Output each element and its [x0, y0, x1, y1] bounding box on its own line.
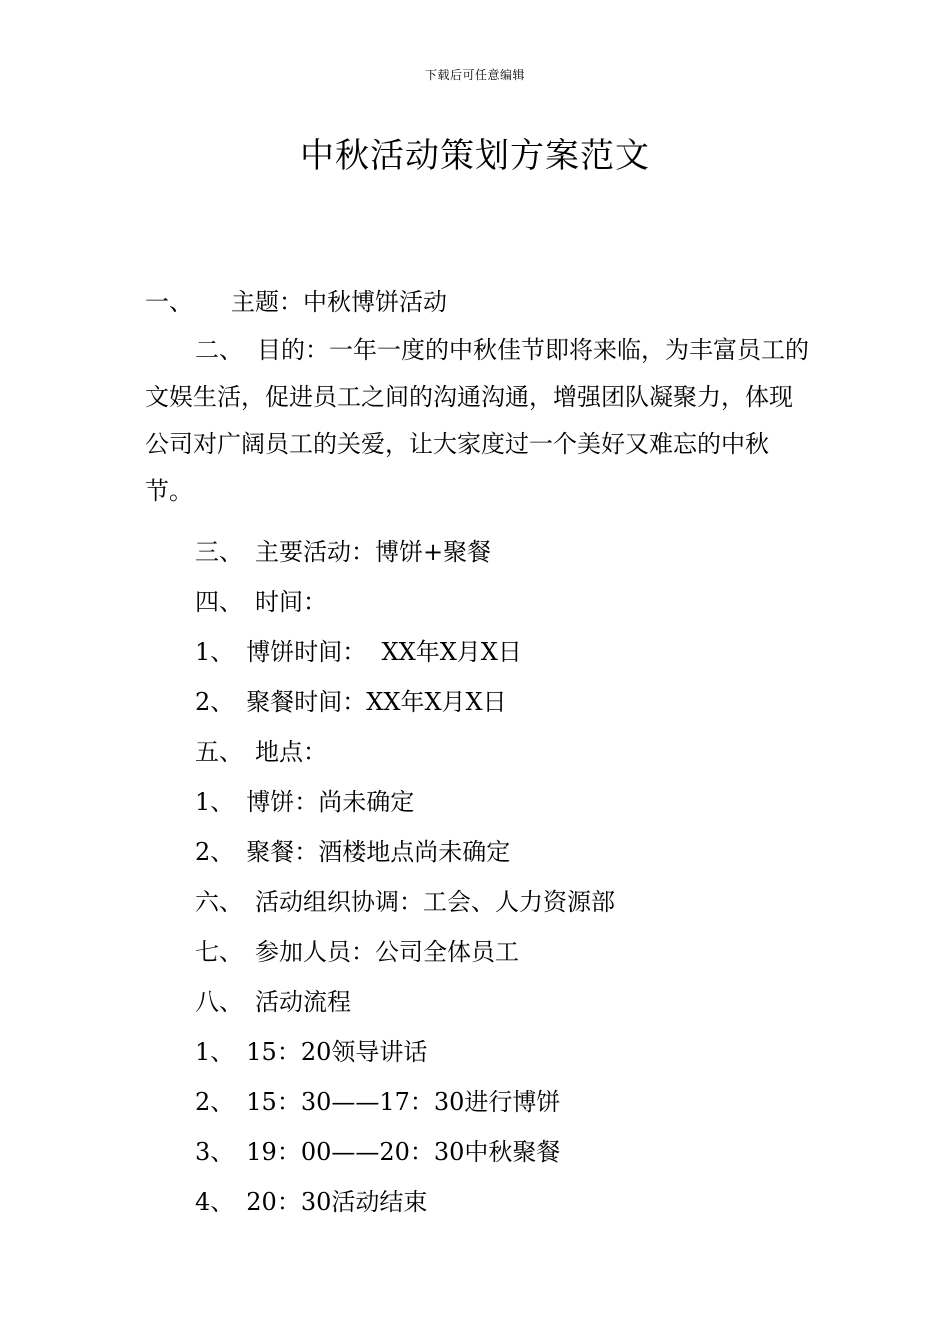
section-text: 目的：一年一度的中秋佳节即将来临，为丰富员工的文娱生活，促进员工之间的沟通沟通，增强团队凝聚力，体现公司对广阔员工的关爱，让大家度过一个美好又难忘的中秋节。	[145, 336, 809, 505]
schedule-item	[145, 1027, 810, 1077]
section-text: 主要活动：博饼+聚餐	[255, 538, 492, 566]
section-theme	[145, 280, 810, 325]
item-text: 15：30——17：30进行博饼	[246, 1088, 561, 1116]
schedule-item	[145, 1127, 810, 1177]
section-number: 一、	[145, 288, 193, 316]
item-number: 1、	[195, 1038, 235, 1066]
section-text: 时间：	[255, 588, 327, 616]
document-body	[145, 280, 810, 1227]
section-location	[145, 727, 810, 777]
document-title: 中秋活动策划方案范文	[300, 136, 650, 176]
item-number: 1、	[195, 788, 235, 816]
section-participants	[145, 927, 810, 977]
section-number: 六、	[195, 888, 243, 916]
section-text: 活动流程	[255, 988, 351, 1016]
item-text: 19：00——20：30中秋聚餐	[246, 1138, 561, 1166]
item-number: 4、	[195, 1188, 235, 1216]
section-organizers	[145, 877, 810, 927]
section-number: 七、	[195, 938, 243, 966]
section-number: 八、	[195, 988, 243, 1016]
location-item-cake-game	[145, 777, 810, 827]
page-header-note: 下载后可任意编辑	[424, 68, 525, 82]
section-text: 主题：中秋博饼活动	[231, 288, 447, 316]
section-number: 二、	[195, 336, 243, 364]
section-number: 五、	[195, 738, 243, 766]
item-text: 聚餐：酒楼地点尚未确定	[246, 838, 511, 866]
item-text: 15：20领导讲话	[246, 1038, 428, 1066]
section-number: 三、	[195, 538, 243, 566]
schedule-item	[145, 1177, 810, 1227]
item-number: 3、	[195, 1138, 235, 1166]
section-main-activities	[145, 527, 810, 577]
time-item-cake-game	[145, 627, 810, 677]
section-number: 四、	[195, 588, 243, 616]
item-number: 2、	[195, 1088, 235, 1116]
section-schedule	[145, 977, 810, 1027]
item-number: 2、	[195, 838, 235, 866]
section-purpose	[145, 327, 810, 515]
schedule-item	[145, 1077, 810, 1127]
location-item-dinner	[145, 827, 810, 877]
item-text: 20：30活动结束	[246, 1188, 428, 1216]
section-text: 参加人员：公司全体员工	[255, 938, 519, 966]
section-time	[145, 577, 810, 627]
section-text: 地点：	[255, 738, 327, 766]
item-text: 博饼时间： XX年X月X日	[246, 638, 522, 666]
item-number: 2、	[195, 688, 235, 716]
time-item-dinner	[145, 677, 810, 727]
item-text: 博饼：尚未确定	[246, 788, 415, 816]
item-text: 聚餐时间：XX年X月X日	[246, 688, 507, 716]
section-text: 活动组织协调：工会、人力资源部	[255, 888, 615, 916]
item-number: 1、	[195, 638, 235, 666]
